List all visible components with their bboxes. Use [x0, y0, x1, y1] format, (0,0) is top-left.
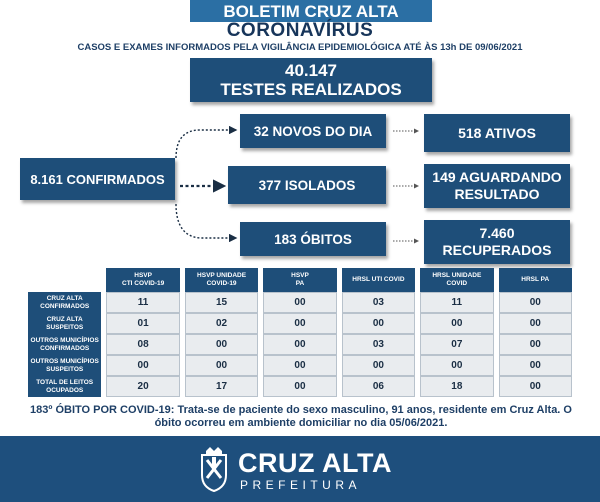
- column-header-line: HSVP UNIDADE: [197, 272, 247, 279]
- row-label: [28, 292, 101, 313]
- bed-occupancy-table: [28, 268, 572, 397]
- column-header: [106, 268, 179, 292]
- row-label: [28, 355, 101, 376]
- bulletin-description: CASOS E EXAMES INFORMADOS PELA VIGILÂNCIA EPIDEMIOLÓGICA ATÉ ÀS 13h DE 09/06/2021: [77, 42, 523, 53]
- table-cell: 00: [185, 355, 258, 376]
- awaiting-line2: RESULTADO: [454, 186, 540, 202]
- row-label-line: CRUZ ALTA: [46, 294, 83, 302]
- row-label-line: CONFIRMADOS: [40, 302, 90, 310]
- row-label-line: CONFIRMADOS: [40, 344, 90, 352]
- table-cell: 00: [420, 313, 493, 334]
- column-header-line: HRSL UNIDADE: [432, 272, 482, 279]
- table-cell: 00: [185, 334, 258, 355]
- table-cell: 00: [499, 376, 572, 397]
- table-row: [28, 313, 572, 334]
- table-row: [28, 376, 572, 397]
- awaiting-line1: 149 AGUARDANDO: [432, 169, 562, 185]
- table-cell: 02: [185, 313, 258, 334]
- row-label-line: OUTROS MUNICÍPIOS: [30, 336, 99, 344]
- column-header: [420, 268, 493, 292]
- row-label: [28, 313, 101, 334]
- column-header-line: HRSL PA: [521, 276, 550, 283]
- column-header: [499, 268, 572, 292]
- table-cell: 17: [185, 376, 258, 397]
- column-header-line: COVID-19: [206, 280, 237, 287]
- footer-brand: CRUZ ALTA: [238, 448, 392, 478]
- table-cell: 07: [420, 334, 493, 355]
- confirmed-box: 8.161 CONFIRMADOS: [20, 158, 175, 200]
- row-label: [28, 376, 101, 397]
- row-label-line: SUSPEITOS: [46, 365, 84, 373]
- dotted-arrow-icon: [176, 130, 236, 158]
- tests-box: [190, 58, 432, 102]
- table-row: [28, 334, 572, 355]
- recovered-line2: RECUPERADOS: [442, 242, 552, 258]
- active-box: 518 ATIVOS: [424, 114, 570, 152]
- table-cell: 00: [263, 313, 336, 334]
- table-cell: 00: [499, 334, 572, 355]
- table-cell: 00: [342, 313, 415, 334]
- row-label-line: OUTROS MUNICÍPIOS: [30, 357, 99, 365]
- table-cell: 20: [106, 376, 179, 397]
- table-cell: 00: [263, 334, 336, 355]
- table-cell: 00: [263, 355, 336, 376]
- table-row: [28, 292, 572, 313]
- table-cell: 00: [499, 355, 572, 376]
- column-header-line: HSVP: [134, 272, 152, 279]
- isolated-box: 377 ISOLADOS: [228, 166, 386, 204]
- awaiting-box: [424, 164, 570, 208]
- column-header-line: HRSL UTI COVID: [352, 276, 405, 283]
- death-note: 183º ÓBITO POR COVID-19: Trata-se de paciente do sexo masculino, 91 anos, residente em Cruz Alta. O óbito ocorreu em ambiente domiciliar no dia 05/06/2021.: [30, 404, 572, 429]
- column-header: [263, 268, 336, 292]
- table-cell: 11: [420, 292, 493, 313]
- tests-label: TESTES REALIZADOS: [220, 80, 402, 99]
- table-cell: 00: [106, 355, 179, 376]
- recovered-line1: 7.460: [479, 225, 515, 241]
- bulletin-title: BOLETIM CRUZ ALTA: [190, 0, 432, 22]
- dotted-arrow-icon: [176, 204, 236, 238]
- table-row: [28, 355, 572, 376]
- row-label-line: TOTAL DE LEITOS: [36, 378, 94, 386]
- row-label-line: OCUPADOS: [46, 386, 84, 394]
- column-header-line: CTI COVID-19: [122, 280, 165, 287]
- column-header-line: PA: [295, 280, 305, 287]
- column-header-line: COVID: [446, 280, 468, 287]
- table-corner: [28, 268, 101, 292]
- footer-brand-sub: PREFEITURA: [240, 478, 362, 492]
- table-cell: 00: [499, 292, 572, 313]
- table-cell: 15: [185, 292, 258, 313]
- table-cell: 18: [420, 376, 493, 397]
- table-cell: 01: [106, 313, 179, 334]
- column-header: [342, 268, 415, 292]
- crest-icon: [196, 445, 232, 493]
- new-today-box: 32 NOVOS DO DIA: [240, 114, 386, 148]
- deaths-box: 183 ÓBITOS: [240, 222, 386, 256]
- table-cell: 11: [106, 292, 179, 313]
- table-cell: 00: [499, 313, 572, 334]
- row-label: [28, 334, 101, 355]
- recovered-box: [424, 220, 570, 264]
- row-label-line: CRUZ ALTA: [46, 315, 83, 323]
- table-cell: 03: [342, 334, 415, 355]
- table-cell: 08: [106, 334, 179, 355]
- table-cell: 03: [342, 292, 415, 313]
- table-cell: 00: [342, 355, 415, 376]
- column-header: [185, 268, 258, 292]
- column-header-line: HSVP: [291, 272, 309, 279]
- row-label-line: SUSPEITOS: [46, 323, 84, 331]
- bulletin-subtitle: CORONAVÍRUS: [226, 20, 374, 41]
- table-cell: 00: [263, 376, 336, 397]
- table-cell: 00: [420, 355, 493, 376]
- table-header-row: [28, 268, 572, 292]
- table-cell: 00: [263, 292, 336, 313]
- tests-value: 40.147: [285, 61, 337, 80]
- table-cell: 06: [342, 376, 415, 397]
